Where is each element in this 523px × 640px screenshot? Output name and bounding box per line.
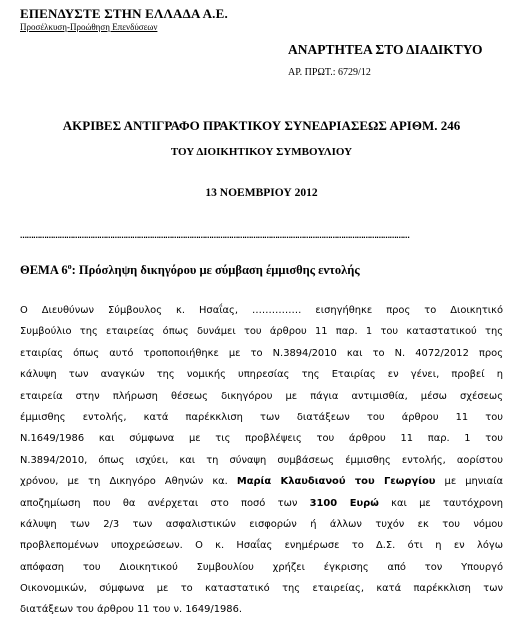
- document-date: 13 ΝΟΕΜΒΡΙΟΥ 2012: [205, 187, 318, 199]
- body-line: [20, 493, 503, 514]
- body-line: προβλεπομένων υποχρεώσεων. Ο κ. Ησαΐας ενημέρωσε το Δ.Σ. ότι η εν λόγω: [20, 540, 503, 552]
- body-text: χρόνου, με τη Δικηγόρο Αθηνών κα.: [20, 476, 237, 488]
- body-line: Οικονομικών, σύμφωνα με το καταστατικό της εταιρείας, κατά παρέκκλιση των: [20, 583, 503, 595]
- body-line: κάλυψη των 2/3 των ασφαλιστικών εισφορών ή άλλων τυχόν εκ του νόμου: [20, 518, 503, 530]
- body-line: Συμβούλιο της εταιρείας όπως δυνάμει του άρθρου 11 παρ. 1 του καταστατικού της: [20, 326, 503, 338]
- document-subtitle: ΤΟΥ ΔΙΟΙΚΗΤΙΚΟΥ ΣΥΜΒΟΥΛΙΟΥ: [170, 146, 353, 158]
- dotted-separator: ……………………………………………………………………………………………………………………………………………………………: [20, 232, 410, 240]
- department-name: Προσέλκυση-Προώθηση Επενδύσεων: [20, 22, 158, 32]
- lawyer-name: Μαρία Κλαυδιανού του Γεωργίου: [236, 476, 436, 488]
- subject-text: : Πρόσληψη δικηγόρου με σύμβαση έμμισθης εντολής: [71, 263, 360, 278]
- body-text: αποζημίωση που θα ανέρχεται στο ποσό των: [20, 497, 310, 509]
- body-line-last: διατάξεων του άρθρου 11 του ν. 1649/1986.: [20, 604, 243, 616]
- body-line: Ο Διευθύνων Σύμβουλος κ. Ησαΐας, …………… εισηγήθηκε προς το Διοικητικό: [20, 305, 503, 316]
- body-line: απόφαση του Διοικητικού Συμβουλίου χρήζει έγκρισης από τον Υπουργό: [20, 561, 503, 573]
- subject-heading: [20, 262, 360, 278]
- subject-ordinal: ο: [67, 262, 72, 271]
- body-text: με μηνιαία: [435, 476, 503, 488]
- subject-prefix: ΘΕΜΑ 6: [20, 263, 68, 278]
- body-line: κάλυψη των αναγκών της νομικής υπηρεσίας της Εταιρίας εν γένει, προβεί η: [20, 369, 503, 381]
- body-line: [20, 471, 503, 492]
- document-title: ΑΚΡΙΒΕΣ ΑΝΤΙΓΡΑΦΟ ΠΡΑΚΤΙΚΟΥ ΣΥΝΕΔΡΙΑΣΕΩΣ ΑΡΙΘΜ. 246: [62, 118, 461, 133]
- body-line: έμμισθης εντολής, κατά παρέκκλιση των διατάξεων του άρθρου 11 του: [20, 411, 503, 423]
- body-text: και με ταυτόχρονη: [378, 497, 503, 509]
- body-line: Ν.1649/1986 και σύμφωνα με τις προβλέψεις του άρθρου 11 παρ. 1 του: [20, 433, 503, 445]
- protocol-number: ΑΡ. ΠΡΩΤ.: 6729/12: [288, 67, 371, 78]
- body-line: εταιρίας όπως αυτό τροποποιήθηκε με το Ν.3894/2010 και το Ν. 4072/2012 προς: [20, 347, 503, 359]
- body-paragraph: [20, 300, 503, 621]
- body-line: Ν.3894/2010, όπως ισχύει, και τη σύναψη συμβάσεως έμμισθης εντολής, αορίστου: [20, 454, 503, 466]
- organization-name: ΕΠΕΝΔΥΣΤΕ ΣΤΗΝ ΕΛΛΑΔΑ Α.Ε.: [20, 6, 228, 21]
- body-line: εταιρεία στην πλήρωση θέσεως δικηγόρου με πάγια αντιμισθία, μέσω σχέσεως: [20, 390, 503, 402]
- post-online-label: ΑΝΑΡΤΗΤΕΑ ΣΤΟ ΔΙΑΔΙΚΤΥΟ: [288, 42, 483, 57]
- salary-amount: 3100 Ευρώ: [309, 497, 379, 509]
